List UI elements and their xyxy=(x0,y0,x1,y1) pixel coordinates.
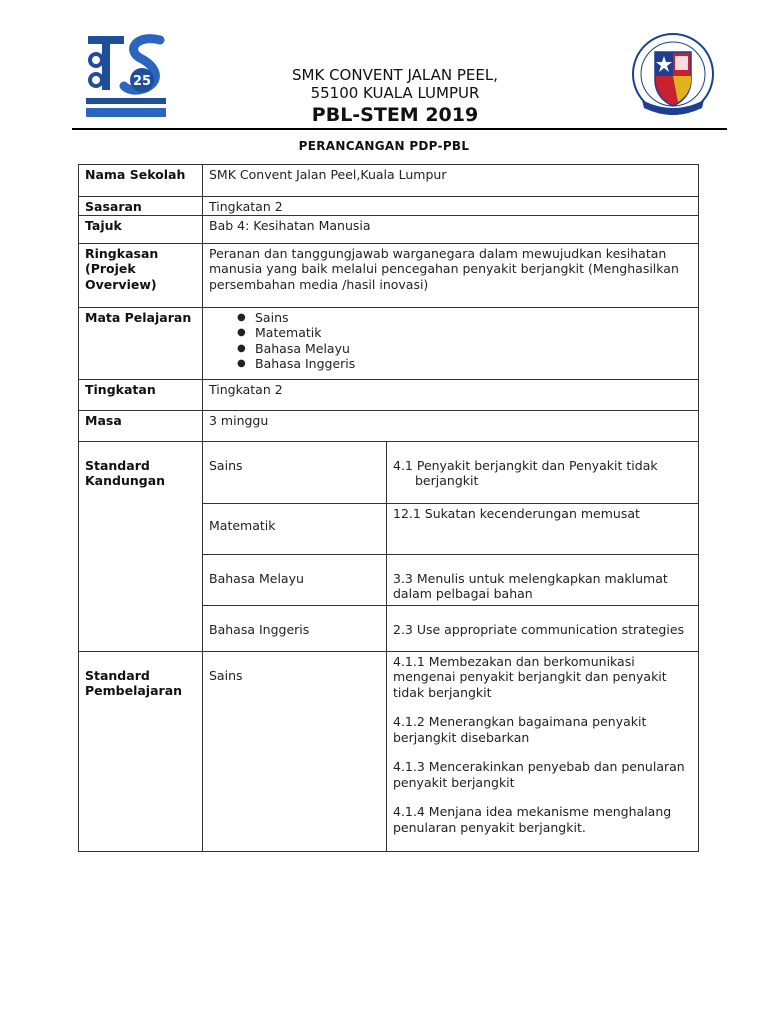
sp-standards xyxy=(387,651,699,851)
list-item: ● Bahasa Melayu xyxy=(237,341,692,357)
planning-table xyxy=(78,164,699,852)
value-sasaran: Tingkatan 2 xyxy=(203,197,699,216)
sk-subject: Matematik xyxy=(203,503,387,554)
subject-list xyxy=(209,310,692,372)
school-crest xyxy=(630,30,716,120)
value-mata-pelajaran xyxy=(203,307,699,379)
label-sasaran: Sasaran xyxy=(79,197,203,216)
label-nama-sekolah: Nama Sekolah xyxy=(79,165,203,197)
label-masa: Masa xyxy=(79,410,203,441)
sk-subject: Bahasa Inggeris xyxy=(203,605,387,651)
label-ringkasan xyxy=(79,243,203,307)
list-item: 4.1.2 Menerangkan bagaimana penyakit berjangkit disebarkan xyxy=(393,714,647,745)
sk-standard-line1: 4.1 Penyakit berjangkit dan Penyakit tidak xyxy=(393,457,658,473)
sp-subject: Sains xyxy=(203,651,387,851)
value-nama-sekolah: SMK Convent Jalan Peel,Kuala Lumpur xyxy=(203,165,699,197)
school-address-line: 55100 KUALA LUMPUR xyxy=(310,84,480,102)
program-title: PBL-STEM 2019 xyxy=(311,104,479,126)
list-item: 4.1.1 Membezakan dan berkomunikasi mengenai penyakit berjangkit dan penyakit tidak berjangkit xyxy=(393,653,667,700)
list-item: ● Bahasa Inggeris xyxy=(237,356,692,372)
label-tajuk: Tajuk xyxy=(79,215,203,243)
label-mata-pelajaran: Mata Pelajaran xyxy=(79,307,203,379)
table-row xyxy=(79,651,699,851)
document-subheading: PERANCANGAN PDP-PBL xyxy=(298,139,470,153)
list-item: 4.1.4 Menjana idea mekanisme menghalang penularan penyakit berjangkit. xyxy=(393,804,672,835)
table-row xyxy=(79,379,699,410)
sk-standard xyxy=(387,554,699,605)
table-row xyxy=(79,243,699,307)
list-item: 4.1.3 Mencerakinkan penyebab dan penularan penyakit berjangkit xyxy=(393,759,685,790)
list-item: ● Matematik xyxy=(237,325,692,341)
label-ringkasan-line3: Overview) xyxy=(85,276,157,292)
label-sk-line2: Kandungan xyxy=(85,473,166,488)
table-row xyxy=(79,197,699,216)
label-sk-line1: Standard xyxy=(85,457,150,473)
table-row xyxy=(79,307,699,379)
school-name-line: SMK CONVENT JALAN PEEL, xyxy=(292,66,498,84)
label-tingkatan: Tingkatan xyxy=(79,379,203,410)
table-row xyxy=(79,410,699,441)
sk-standard-line1: 3.3 Menulis untuk melengkapkan maklumat xyxy=(393,570,668,586)
sk-standard xyxy=(387,441,699,503)
ts25-mark: 25 xyxy=(132,74,152,89)
ts25-logo xyxy=(84,28,168,122)
list-item: ● Sains xyxy=(237,310,692,326)
value-masa: 3 minggu xyxy=(203,410,699,441)
sk-standard-line2: dalam pelbagai bahan xyxy=(393,586,533,601)
sk-standard: 2.3 Use appropriate communication strategies xyxy=(387,605,699,651)
value-tajuk: Bab 4: Kesihatan Manusia xyxy=(203,215,699,243)
table-row xyxy=(79,215,699,243)
label-standard-pembelajaran xyxy=(79,651,203,851)
header-divider xyxy=(72,128,727,130)
sk-subject: Bahasa Melayu xyxy=(203,554,387,605)
value-ringkasan: Peranan dan tanggungjawab warganegara dalam mewujudkan kesihatan manusia yang baik melalui pencegahan penyakit berjangkit (Menghasilkan persembahan media /hasil inovasi) xyxy=(203,243,699,307)
sk-standard: 12.1 Sukatan kecenderungan memusat xyxy=(387,503,699,554)
label-ringkasan-line2: (Projek xyxy=(85,261,136,276)
label-ringkasan-line1: Ringkasan xyxy=(85,245,159,261)
label-sp-line2: Pembelajaran xyxy=(85,683,183,698)
label-standard-kandungan xyxy=(79,441,203,651)
value-tingkatan: Tingkatan 2 xyxy=(203,379,699,410)
sk-standard-line2: berjangkit xyxy=(415,473,479,488)
ts25-logo-graphic xyxy=(84,28,168,122)
table-row xyxy=(79,165,699,197)
label-sp-line1: Standard xyxy=(85,667,150,683)
document-header xyxy=(170,66,620,126)
table-row xyxy=(79,441,699,503)
school-crest-graphic xyxy=(630,30,716,120)
sk-subject: Sains xyxy=(203,441,387,503)
